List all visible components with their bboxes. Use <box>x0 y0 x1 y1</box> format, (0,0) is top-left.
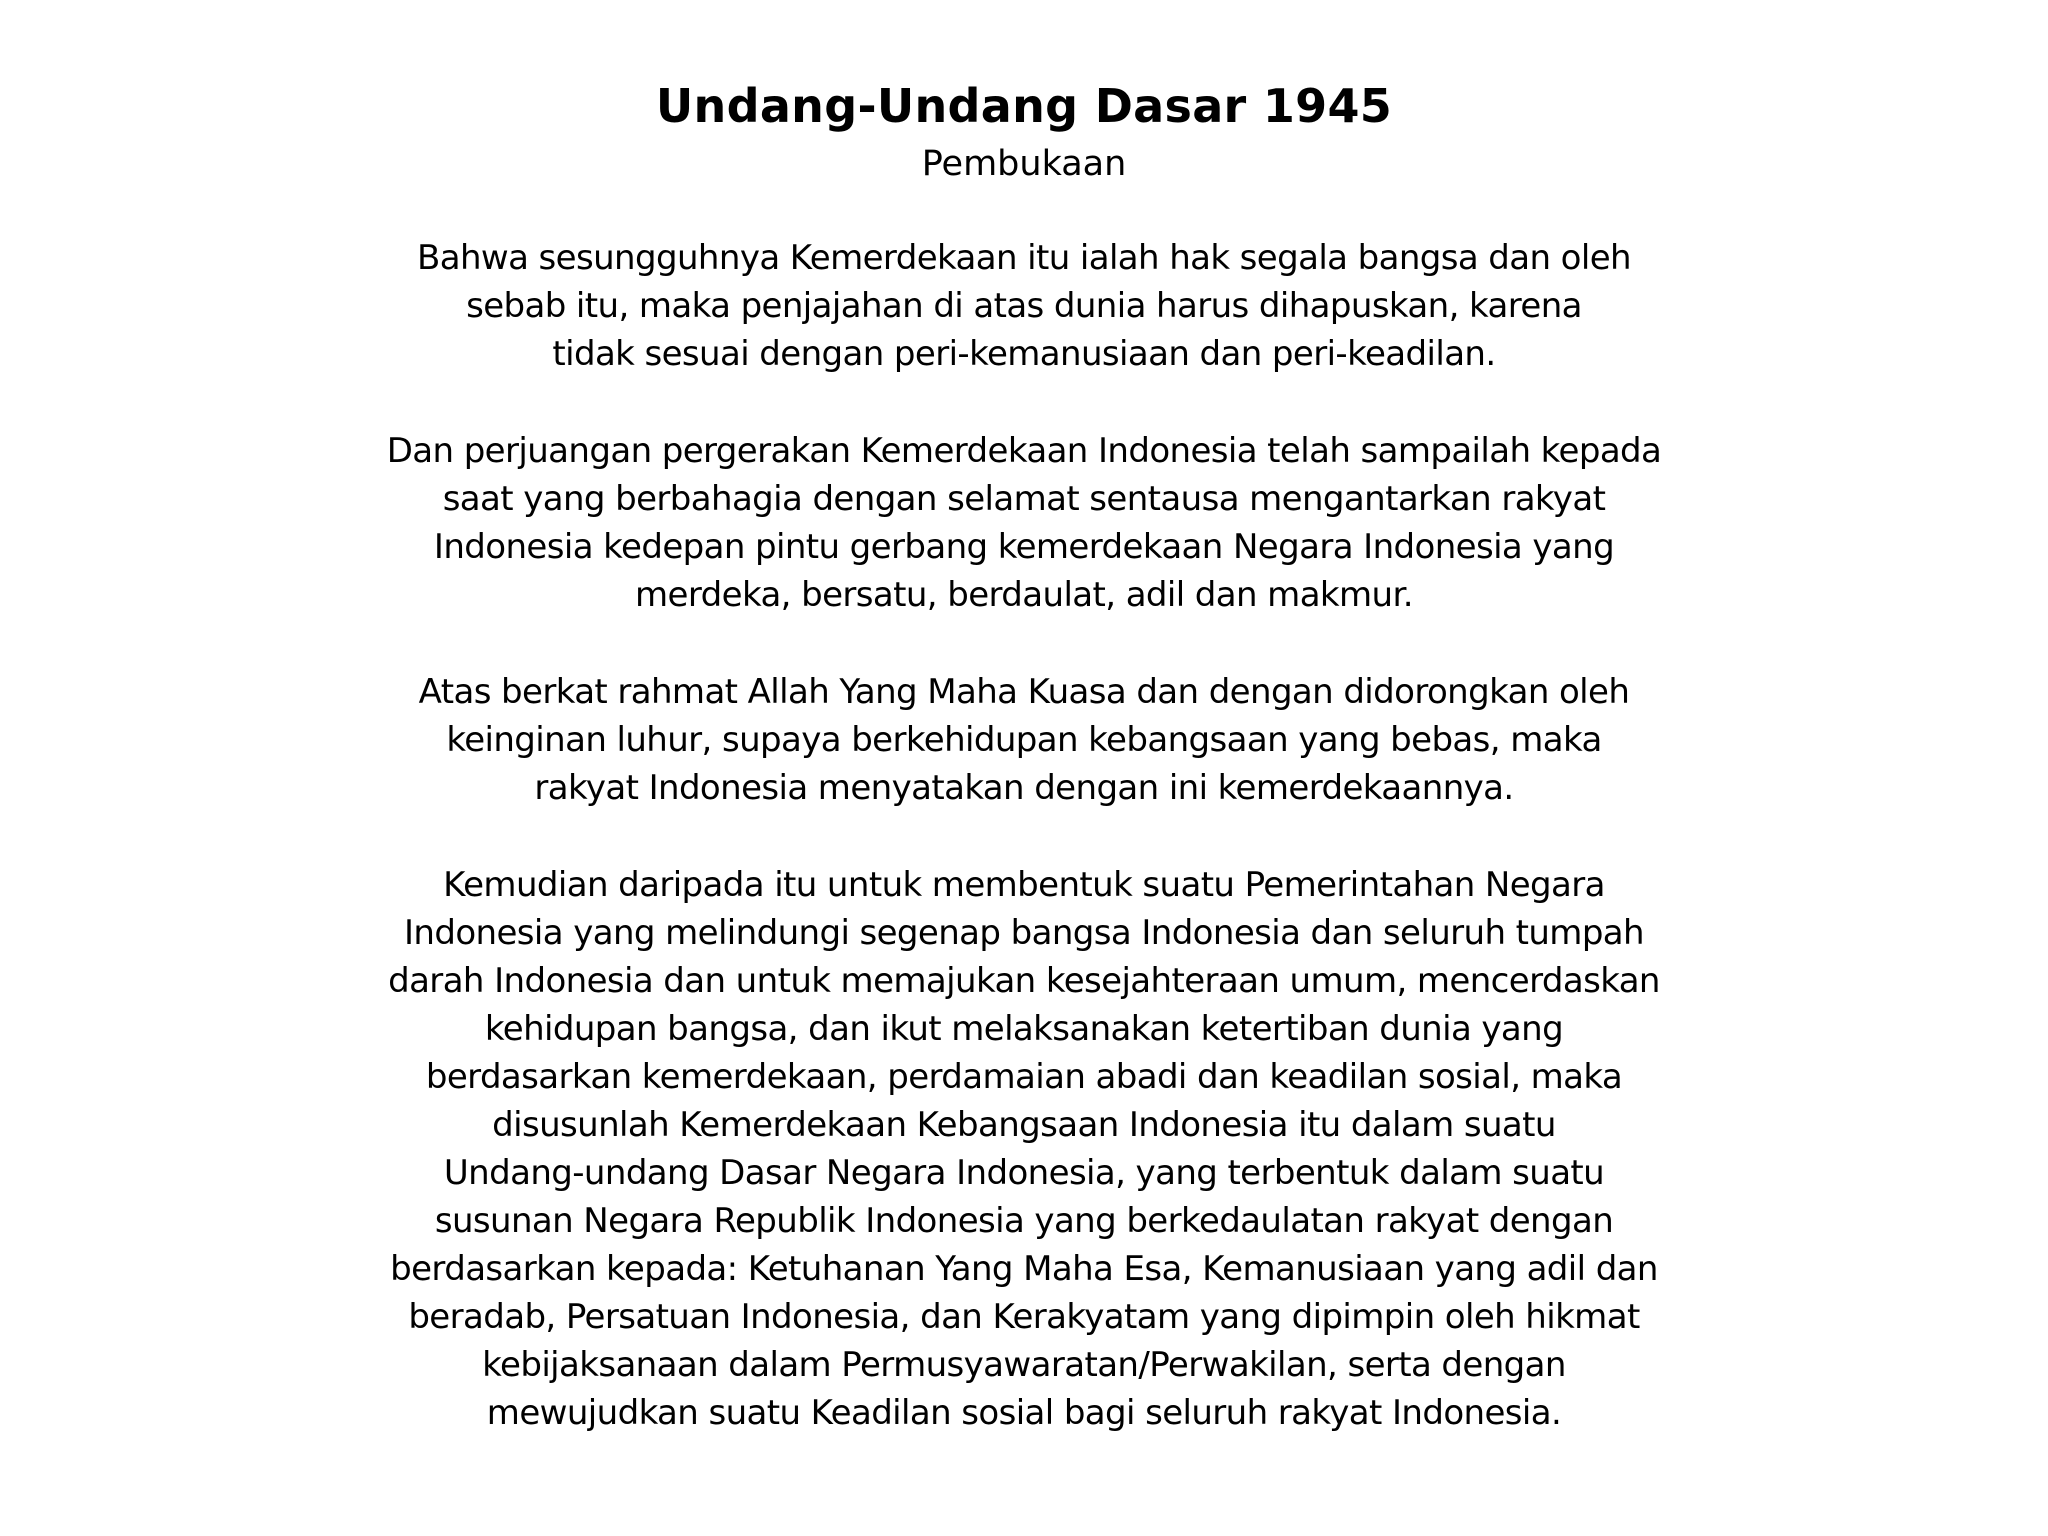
paragraph-line: Undang-undang Dasar Negara Indonesia, yang terbentuk dalam suatu <box>443 1153 1605 1193</box>
paragraph-line: keinginan luhur, supaya berkehidupan kebangsaan yang bebas, maka <box>446 720 1602 760</box>
paragraph-line: Atas berkat rahmat Allah Yang Maha Kuasa dan dengan didorongkan oleh <box>418 672 1630 712</box>
paragraph-line: Indonesia kedepan pintu gerbang kemerdekaan Negara Indonesia yang <box>433 527 1615 567</box>
paragraph-line: Bahwa sesungguhnya Kemerdekaan itu ialah hak segala bangsa dan oleh <box>417 238 1631 278</box>
document-title: Undang-Undang Dasar 1945 <box>655 79 1393 133</box>
document-subtitle: Pembukaan <box>921 144 1127 184</box>
paragraph-line: mewujudkan suatu Keadilan sosial bagi seluruh rakyat Indonesia. <box>486 1393 1562 1433</box>
paragraph-line: kebijaksanaan dalam Permusyawaratan/Perwakilan, serta dengan <box>482 1345 1566 1385</box>
paragraph-line: sebab itu, maka penjajahan di atas dunia harus dihapuskan, karena <box>466 286 1582 326</box>
paragraph-line: kehidupan bangsa, dan ikut melaksanakan ketertiban dunia yang <box>484 1009 1564 1049</box>
paragraph-line: rakyat Indonesia menyatakan dengan ini kemerdekaannya. <box>534 768 1514 808</box>
paragraph-line: susunan Negara Republik Indonesia yang berkedaulatan rakyat dengan <box>434 1201 1614 1241</box>
paragraph-line: saat yang berbahagia dengan selamat sentausa mengantarkan rakyat <box>442 479 1606 519</box>
paragraph-line: darah Indonesia dan untuk memajukan kesejahteraan umum, mencerdaskan <box>388 961 1660 1001</box>
paragraph-line: merdeka, bersatu, berdaulat, adil dan makmur. <box>635 575 1413 615</box>
paragraph-line: beradab, Persatuan Indonesia, dan Kerakyatam yang dipimpin oleh hikmat <box>408 1297 1640 1337</box>
paragraph-line: tidak sesuai dengan peri-kemanusiaan dan peri-keadilan. <box>552 334 1496 374</box>
paragraph-line: berdasarkan kemerdekaan, perdamaian abadi dan keadilan sosial, maka <box>425 1057 1623 1097</box>
paragraph-line: Kemudian daripada itu untuk membentuk suatu Pemerintahan Negara <box>443 865 1605 905</box>
paragraph-line: Dan perjuangan pergerakan Kemerdekaan Indonesia telah sampailah kepada <box>386 431 1662 471</box>
paragraph-line: berdasarkan kepada: Ketuhanan Yang Maha Esa, Kemanusiaan yang adil dan <box>390 1249 1658 1289</box>
paragraph-line: disusunlah Kemerdekaan Kebangsaan Indonesia itu dalam suatu <box>492 1105 1556 1145</box>
paragraph-line: Indonesia yang melindungi segenap bangsa Indonesia dan seluruh tumpah <box>403 913 1644 953</box>
